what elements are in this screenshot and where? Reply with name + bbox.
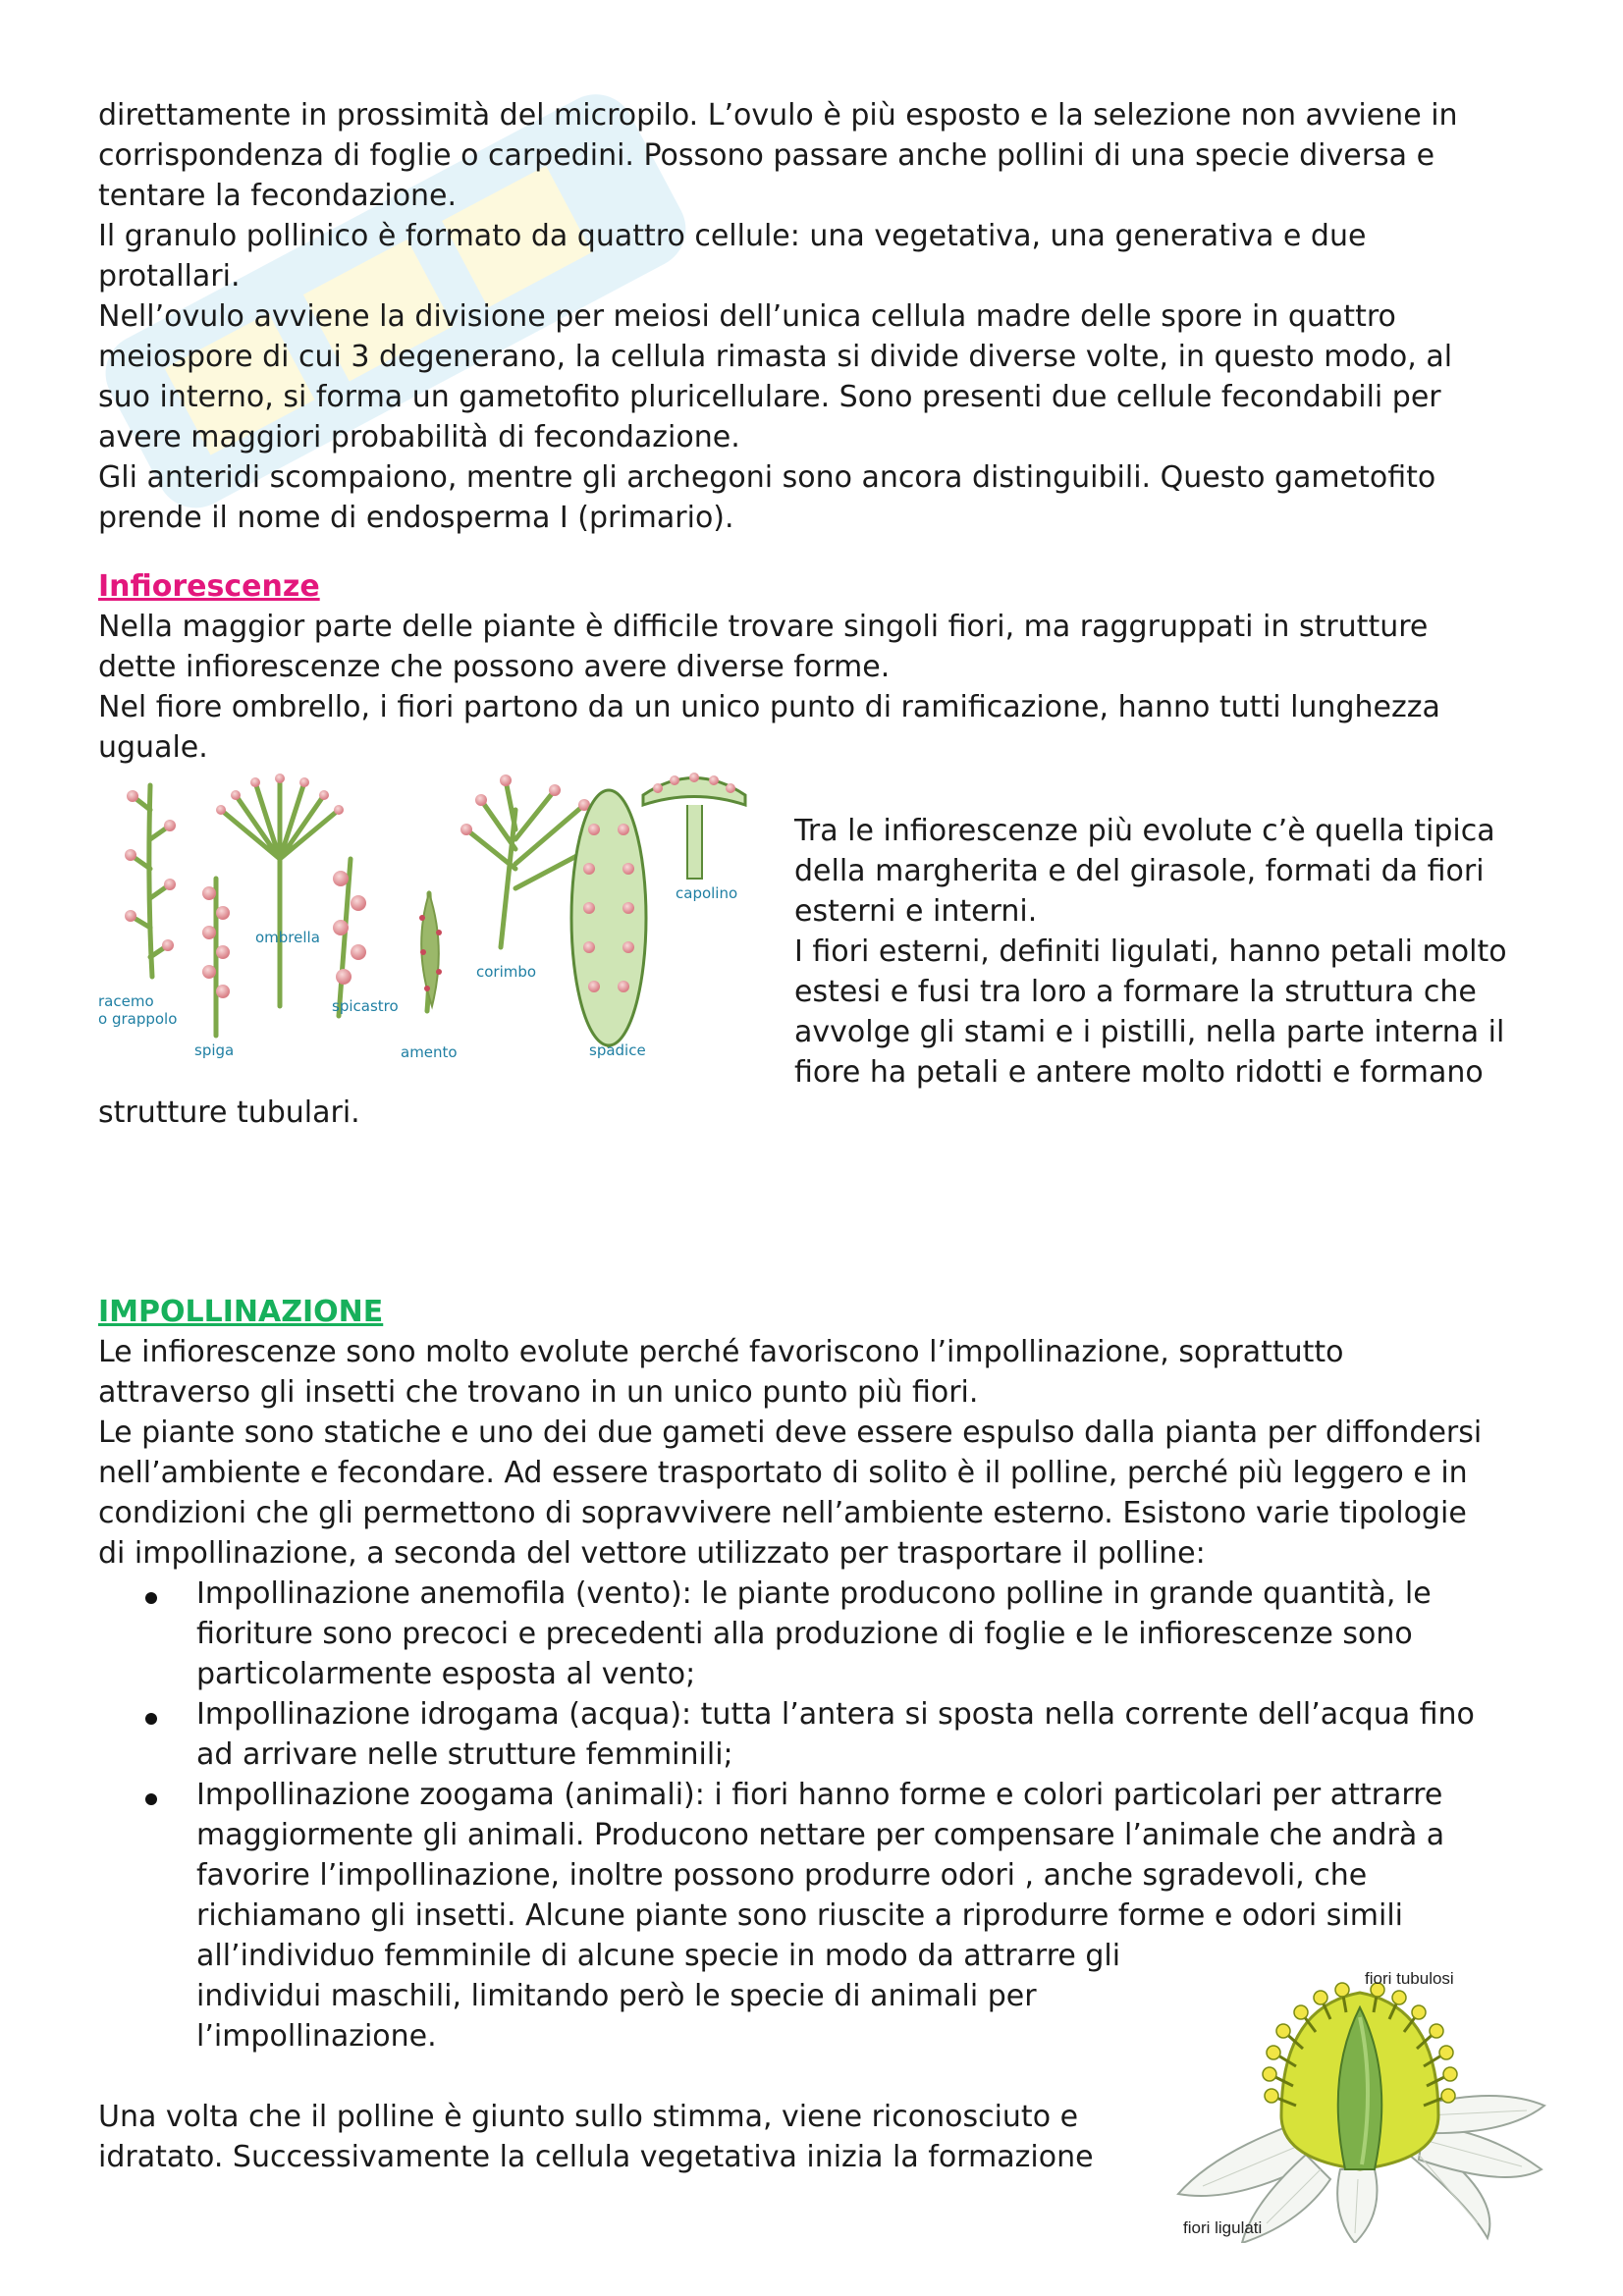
label-capolino: capolino [676, 884, 738, 902]
bullet-line: all’individuo femminile di alcune specie in modo da attrarre gli [196, 1939, 1121, 1973]
label-spadice: spadice [589, 1041, 646, 1059]
infiorescenze-side-line: estesi e fusi tra loro a formare la struttura che [794, 975, 1477, 1009]
infiorescenze-line: Nel fiore ombrello, i fiori partono da un unico punto di ramificazione, hanno tutti lunghezza [98, 690, 1440, 724]
impollinazione-line: nell’ambiente e fecondare. Ad essere trasportato di solito è il polline, perché più leggero e in [98, 1456, 1468, 1490]
bullet-line: richiamano gli insetti. Alcune piante sono riuscite a riprodurre forme e odori simili [196, 1898, 1403, 1933]
bullet-line: l’impollinazione. [196, 2019, 437, 2054]
label-fiori-ligulati: fiori ligulati [1183, 2218, 1263, 2237]
intro-line: avere maggiori probabilità di fecondazione. [98, 420, 740, 454]
infiorescenze-line: Nella maggior parte delle piante è difficile trovare singoli fiori, ma raggruppati in strutture [98, 610, 1429, 644]
label-spicastro: spicastro [332, 997, 399, 1015]
infiorescenze-side-line: della margherita e del girasole, formati da fiori [794, 854, 1485, 888]
bullet-line: maggiormente gli animali. Producono nettare per compensare l’animale che andrà a [196, 1818, 1445, 1852]
intro-line: meiospore di cui 3 degenerano, la cellula rimasta si divide diverse volte, in questo modo, al [98, 340, 1453, 374]
bullet-line: Impollinazione anemofila (vento): le piante producono polline in grande quantità, le [196, 1576, 1432, 1611]
label-racemo: racemo [98, 992, 154, 1010]
infiorescenze-side-line: fiore ha petali e antere molto ridotti e formano [794, 1055, 1484, 1090]
label-fiori-tubulosi: fiori tubulosi [1365, 1969, 1454, 1988]
bullet-dot [145, 1592, 157, 1604]
bullet-line: ad arrivare nelle strutture femminili; [196, 1737, 733, 1772]
bullet-line: Impollinazione idrogama (acqua): tutta l’antera si sposta nella corrente dell’acqua fino [196, 1697, 1475, 1732]
bullet-dot [145, 1793, 157, 1805]
bullet-line: particolarmente esposta al vento; [196, 1657, 696, 1691]
infiorescenze-side-line: Tra le infiorescenze più evolute c’è quella tipica [794, 814, 1495, 848]
bullet-line: favorire l’impollinazione, inoltre possono produrre odori , anche sgradevoli, che [196, 1858, 1368, 1893]
intro-line: suo interno, si forma un gametofito pluricellulare. Sono presenti due cellule fecondabili per [98, 380, 1441, 414]
impollinazione-line: di impollinazione, a seconda del vettore utilizzato per trasportare il polline: [98, 1536, 1206, 1571]
infiorescenze-line: dette infiorescenze che possono avere diverse forme. [98, 650, 891, 684]
intro-line: corrispondenza di foglie o carpedini. Possono passare anche pollini di una specie diversa e [98, 138, 1435, 173]
bullet-line: fioriture sono precoci e precedenti alla produzione di foglie e le infiorescenze sono [196, 1617, 1413, 1651]
intro-line: prende il nome di endosperma I (primario). [98, 501, 734, 535]
label-corimbo: corimbo [476, 963, 537, 981]
infiorescenze-side-line: esterni e interni. [794, 894, 1038, 929]
bullet-dot [145, 1713, 157, 1725]
daisy-cross-section-figure [1173, 1958, 1546, 2243]
section-heading-impollinazione: IMPOLLINAZIONE [98, 1295, 384, 1329]
impollinazione-closing-line: Una volta che il polline è giunto sullo stimma, viene riconosciuto e [98, 2100, 1079, 2134]
infiorescenze-side-line: avvolge gli stami e i pistilli, nella parte interna il [794, 1015, 1505, 1049]
inflorescence-types-figure [93, 771, 781, 1065]
label-spiga: spiga [194, 1041, 235, 1059]
impollinazione-line: Le piante sono statiche e uno dei due gameti deve essere espulso dalla pianta per diffondersi [98, 1415, 1483, 1450]
impollinazione-line: condizioni che gli permettono di sopravvivere nell’ambiente esterno. Esistono varie tipologie [98, 1496, 1467, 1530]
intro-line: Il granulo pollinico è formato da quattro cellule: una vegetativa, una generativa e due [98, 219, 1367, 253]
bullet-line: individui maschili, limitando però le specie di animali per [196, 1979, 1037, 2013]
infiorescenze-side-line: I fiori esterni, definiti ligulati, hanno petali molto [794, 934, 1507, 969]
bullet-line: Impollinazione zoogama (animali): i fiori hanno forme e colori particolari per attrarre [196, 1778, 1443, 1812]
label-amento: amento [401, 1043, 458, 1061]
infiorescenze-line: strutture tubulari. [98, 1095, 360, 1130]
intro-line: tentare la fecondazione. [98, 179, 458, 213]
section-heading-infiorescenze: Infiorescenze [98, 569, 320, 604]
label-grappolo: o grappolo [98, 1010, 178, 1028]
impollinazione-line: Le infiorescenze sono molto evolute perché favoriscono l’impollinazione, soprattutto [98, 1335, 1344, 1369]
intro-line: protallari. [98, 259, 241, 294]
intro-line: direttamente in prossimità del micropilo. L’ovulo è più esposto e la selezione non avviene in [98, 98, 1458, 133]
intro-line: Nell’ovulo avviene la divisione per meiosi dell’unica cellula madre delle spore in quattro [98, 299, 1396, 334]
impollinazione-line: attraverso gli insetti che trovano in un unico punto più fiori. [98, 1375, 979, 1410]
impollinazione-closing-line: idratato. Successivamente la cellula vegetativa inizia la formazione [98, 2140, 1094, 2174]
infiorescenze-line: uguale. [98, 730, 208, 765]
intro-line: Gli anteridi scompaiono, mentre gli archegoni sono ancora distinguibili. Questo gametofito [98, 460, 1436, 495]
label-ombrella: ombrella [255, 929, 320, 946]
